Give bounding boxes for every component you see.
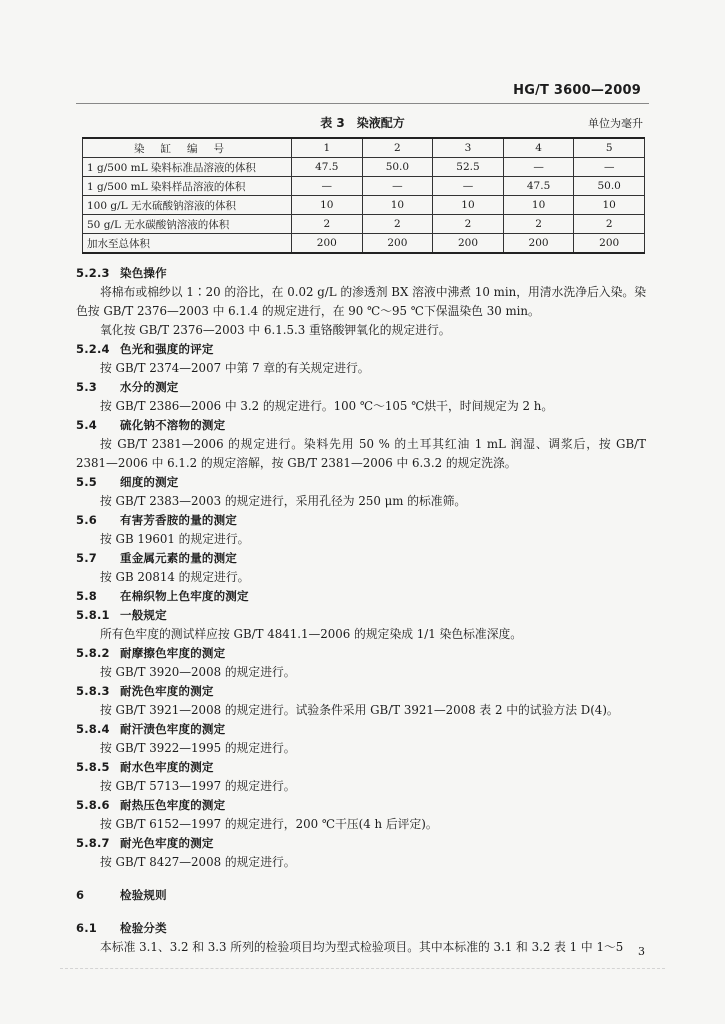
section-heading: [76, 644, 646, 663]
section-number: 5.8.1: [76, 608, 110, 622]
section-number: 6: [76, 888, 85, 902]
table-cell: 200: [503, 234, 574, 254]
section-heading: [76, 919, 646, 938]
body-paragraph: 按 GB/T 2383—2003 的规定进行，采用孔径为 250 μm 的标准筛。: [100, 494, 467, 508]
section-heading: [76, 606, 646, 625]
table-cell: 2: [292, 215, 363, 234]
section-title: 耐洗色牢度的测定: [120, 684, 214, 698]
section-spacer: [76, 905, 646, 919]
body-paragraph: 按 GB/T 3922—1995 的规定进行。: [100, 741, 296, 755]
section-heading: [76, 511, 646, 530]
table-cell: 2: [433, 215, 504, 234]
table-row-label: 100 g/L 无水硫酸钠溶液的体积: [83, 196, 292, 215]
document-body: [76, 264, 646, 957]
table-cell: 50.0: [362, 158, 433, 177]
section-number: 5.4: [76, 418, 97, 432]
section-heading: [76, 587, 646, 606]
table-cell: 52.5: [433, 158, 504, 177]
body-paragraph: 氧化按 GB/T 2376—2003 中 6.1.5.3 重铬酸钾氧化的规定进行。: [100, 323, 451, 337]
table-cell: 50.0: [574, 177, 645, 196]
footer-divider: [60, 968, 665, 969]
section-heading: [76, 796, 646, 815]
body-paragraph: 按 GB/T 6152—1997 的规定进行，200 ℃干压(4 h 后评定)。: [100, 817, 438, 831]
table-row: [83, 234, 645, 254]
section-heading: [76, 264, 646, 283]
table-column-header: 2: [362, 138, 433, 158]
table-cell: —: [503, 158, 574, 177]
body-paragraph: 按 GB/T 2381—2006 的规定进行。染料先用 50 % 的土耳其红油 1 mL 润湿、调浆后，按 GB/T 2381—2006 中 6.1.2 的规定溶解，按 GB/T 2381—2006 中 6.3.2 的规定洗涤。: [76, 437, 646, 470]
body-paragraph: 按 GB 19601 的规定进行。: [100, 532, 250, 546]
section-number: 5.6: [76, 513, 97, 527]
section-heading: [76, 682, 646, 701]
section-number: 5.3: [76, 380, 97, 394]
header-divider: [76, 103, 649, 104]
section-title: 重金属元素的量的测定: [120, 551, 237, 565]
section-heading: [76, 378, 646, 397]
dye-recipe-table: [82, 137, 645, 254]
section-heading: [76, 758, 646, 777]
table-header-row: [83, 138, 645, 158]
table-cell: 200: [292, 234, 363, 254]
section-title: 耐水色牢度的测定: [120, 760, 214, 774]
table-row-label: 1 g/500 mL 染料样品溶液的体积: [83, 177, 292, 196]
section-heading: [76, 549, 646, 568]
page-number: 3: [638, 945, 645, 958]
table-column-header: 4: [503, 138, 574, 158]
body-paragraph: 按 GB/T 2374—2007 中第 7 章的有关规定进行。: [100, 361, 370, 375]
section-number: 5.8.5: [76, 760, 110, 774]
table-cell: —: [433, 177, 504, 196]
section-title: 耐摩擦色牢度的测定: [120, 646, 226, 660]
section-number: 5.7: [76, 551, 97, 565]
table-cell: —: [292, 177, 363, 196]
body-paragraph: 将棉布或棉纱以 1∶20 的浴比，在 0.02 g/L 的渗透剂 BX 溶液中沸煮 10 min，用清水洗净后入染。染色按 GB/T 2376—2003 中 6.1.4 的规定进行，在 90 ℃～95 ℃下保温染色 30 min。: [76, 285, 646, 318]
section-heading: [76, 340, 646, 359]
table-cell: 47.5: [503, 177, 574, 196]
body-paragraph: 按 GB 20814 的规定进行。: [100, 570, 250, 584]
table-row-label: 50 g/L 无水碳酸钠溶液的体积: [83, 215, 292, 234]
section-number: 5.8.6: [76, 798, 110, 812]
body-paragraph: 按 GB/T 3921—2008 的规定进行。试验条件采用 GB/T 3921—2008 表 2 中的试验方法 D(4)。: [100, 703, 619, 717]
table-cell: 200: [362, 234, 433, 254]
table-cell: 10: [503, 196, 574, 215]
section-number: 5.8: [76, 589, 97, 603]
table-cell: 200: [574, 234, 645, 254]
standard-code: HG/T 3600—2009: [513, 83, 641, 98]
section-number: 5.8.3: [76, 684, 110, 698]
table-header-label: 染缸编号: [83, 138, 292, 158]
section-title: 耐汗渍色牢度的测定: [120, 722, 226, 736]
section-title: 耐光色牢度的测定: [120, 836, 214, 850]
section-number: 5.2.4: [76, 342, 110, 356]
table-cell: 2: [362, 215, 433, 234]
table-column-header: 5: [574, 138, 645, 158]
table-cell: 10: [362, 196, 433, 215]
table-row: [83, 215, 645, 234]
section-title: 细度的测定: [120, 475, 179, 489]
section-number: 5.8.7: [76, 836, 110, 850]
body-paragraph: 所有色牢度的测试样应按 GB/T 4841.1—2006 的规定染成 1/1 染色标准深度。: [100, 627, 523, 641]
table-cell: 10: [292, 196, 363, 215]
table-row-label: 1 g/500 mL 染料标准品溶液的体积: [83, 158, 292, 177]
body-paragraph: 按 GB/T 2386—2006 中 3.2 的规定进行。100 ℃～105 ℃烘干，时间规定为 2 h。: [100, 399, 554, 413]
section-title: 有害芳香胺的量的测定: [120, 513, 237, 527]
section-number: 5.2.3: [76, 266, 110, 280]
table-row: [83, 158, 645, 177]
table-row: [83, 177, 645, 196]
section-title: 一般规定: [120, 608, 167, 622]
body-paragraph: 按 GB/T 5713—1997 的规定进行。: [100, 779, 296, 793]
table-row-label: 加水至总体积: [83, 234, 292, 254]
body-paragraph: 本标准 3.1、3.2 和 3.3 所列的检验项目均为型式检验项目。其中本标准的 3.1 和 3.2 表 1 中 1～5: [100, 940, 624, 954]
section-heading: [76, 720, 646, 739]
section-number: 5.5: [76, 475, 97, 489]
table-cell: 10: [574, 196, 645, 215]
table-cell: 2: [574, 215, 645, 234]
table-caption-title: 染液配方: [356, 116, 405, 130]
table-unit: 单位为毫升: [588, 117, 643, 130]
section-title: 在棉织物上色牢度的测定: [120, 589, 249, 603]
table-column-header: 3: [433, 138, 504, 158]
table-cell: 2: [503, 215, 574, 234]
section-number: 6.1: [76, 921, 97, 935]
table-body: [83, 158, 645, 254]
table-cell: 47.5: [292, 158, 363, 177]
section-title: 检验分类: [120, 921, 167, 935]
section-title: 耐热压色牢度的测定: [120, 798, 226, 812]
table-row: [83, 196, 645, 215]
section-title: 染色操作: [120, 266, 167, 280]
section-spacer: [76, 872, 646, 886]
table-column-header: 1: [292, 138, 363, 158]
section-heading: [76, 886, 646, 905]
section-title: 色光和强度的评定: [120, 342, 214, 356]
table-cell: 10: [433, 196, 504, 215]
table-cell: —: [362, 177, 433, 196]
section-title: 检验规则: [120, 888, 167, 902]
table-caption-label: 表 3: [320, 116, 345, 130]
section-heading: [76, 834, 646, 853]
section-heading: [76, 473, 646, 492]
body-paragraph: 按 GB/T 3920—2008 的规定进行。: [100, 665, 296, 679]
body-paragraph: 按 GB/T 8427—2008 的规定进行。: [100, 855, 296, 869]
section-heading: [76, 416, 646, 435]
section-number: 5.8.2: [76, 646, 110, 660]
section-title: 水分的测定: [120, 380, 179, 394]
table-cell: —: [574, 158, 645, 177]
section-number: 5.8.4: [76, 722, 110, 736]
table-cell: 200: [433, 234, 504, 254]
section-title: 硫化钠不溶物的测定: [120, 418, 226, 432]
